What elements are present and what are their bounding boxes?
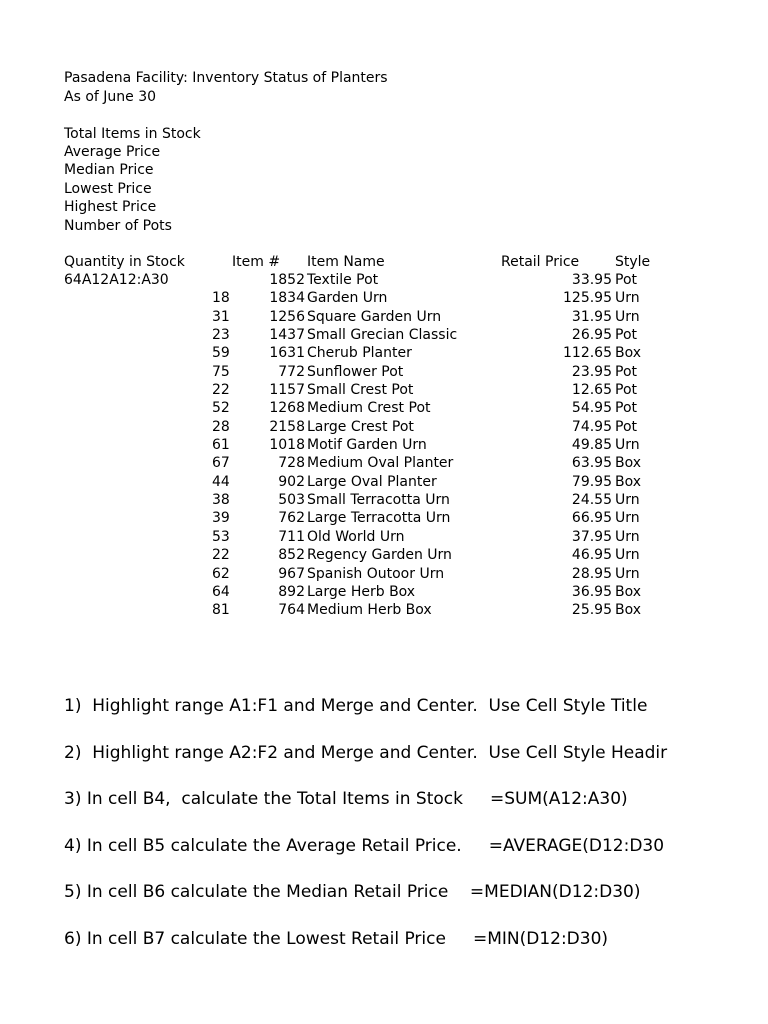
cell-item-name: Old World Urn <box>307 528 405 545</box>
cell-item-number: 762 <box>278 510 305 527</box>
cell-item-name: Small Terracotta Urn <box>307 492 450 509</box>
table-row <box>0 399 768 417</box>
cell-quantity: 67 <box>212 455 230 472</box>
table-row <box>0 565 768 583</box>
cell-style: Pot <box>615 272 637 288</box>
instruction-5: 5) In cell B6 calculate the Median Retail Price =MEDIAN(D12:D30) <box>64 882 641 902</box>
cell-quantity: 31 <box>212 308 230 325</box>
cell-retail-price: 49.85 <box>571 437 612 454</box>
instruction-6: 6) In cell B7 calculate the Lowest Retail Price =MIN(D12:D30) <box>64 928 609 949</box>
cell-item-number: 1852 <box>269 272 305 288</box>
cell-item-number: 711 <box>278 528 305 545</box>
summary-label-lowest-price: Lowest Price <box>64 181 152 197</box>
cell-retail-price: 74.95 <box>571 418 612 435</box>
summary-label-average-price: Average Price <box>64 144 161 160</box>
cell-item-name: Large Oval Planter <box>307 473 437 490</box>
cell-style: Box <box>615 583 642 600</box>
cell-retail-price: 37.95 <box>571 528 612 545</box>
summary-label-highest-price: Highest Price <box>64 199 157 215</box>
table-row <box>0 491 768 509</box>
instruction-3: 3) In cell B4, calculate the Total Items in Stock =SUM(A12:A30) <box>64 789 628 809</box>
cell-item-name: Motif Garden Urn <box>307 437 427 454</box>
header-item-name: Item Name <box>307 254 385 270</box>
date-line: As of June 30 <box>64 89 157 105</box>
cell-retail-price: 25.95 <box>571 602 612 619</box>
cell-retail-price: 26.95 <box>571 327 612 344</box>
header-retail-price: Retail Price <box>501 254 580 270</box>
cell-retail-price: 54.95 <box>571 400 612 417</box>
cell-item-number: 902 <box>278 473 305 490</box>
cell-item-number: 728 <box>278 455 305 472</box>
cell-item-number: 892 <box>278 583 305 600</box>
cell-retail-price: 28.95 <box>571 565 612 582</box>
table-row <box>0 381 768 399</box>
cell-style: Box <box>615 602 642 619</box>
cell-item-number: 1834 <box>269 290 305 307</box>
cell-quantity: 52 <box>212 400 230 417</box>
cell-quantity: 62 <box>212 565 230 582</box>
cell-style: Urn <box>615 565 640 582</box>
table-row <box>0 289 768 307</box>
summary-label-number-of-pots: Number of Pots <box>64 218 172 234</box>
cell-quantity: 64A12A12:A30 <box>64 272 169 288</box>
cell-retail-price: 63.95 <box>571 455 612 472</box>
cell-quantity: 64 <box>212 583 230 600</box>
cell-style: Pot <box>615 382 637 399</box>
table-row <box>0 436 768 454</box>
cell-item-number: 1268 <box>269 400 305 417</box>
table-row <box>0 344 768 362</box>
header-style: Style <box>615 254 651 270</box>
cell-quantity: 81 <box>212 602 230 619</box>
cell-retail-price: 36.95 <box>571 583 612 600</box>
inventory-table <box>0 271 768 620</box>
cell-retail-price: 12.65 <box>571 382 612 399</box>
cell-item-number: 1018 <box>269 437 305 454</box>
instruction-2: 2) Highlight range A2:F2 and Merge and Center. Use Cell Style Headir <box>64 742 668 763</box>
cell-style: Pot <box>615 418 637 435</box>
cell-retail-price: 125.95 <box>563 290 612 307</box>
cell-quantity: 28 <box>212 418 230 435</box>
cell-item-name: Regency Garden Urn <box>307 547 452 564</box>
cell-item-name: Small Grecian Classic <box>307 327 458 344</box>
cell-item-name: Large Terracotta Urn <box>307 510 451 527</box>
cell-style: Urn <box>615 528 640 545</box>
cell-quantity: 22 <box>212 547 230 564</box>
cell-quantity: 61 <box>212 437 230 454</box>
cell-retail-price: 66.95 <box>571 510 612 527</box>
table-row <box>0 509 768 527</box>
cell-quantity: 22 <box>212 382 230 399</box>
table-row <box>0 326 768 344</box>
cell-quantity: 44 <box>212 473 230 490</box>
cell-item-number: 1437 <box>269 327 305 344</box>
cell-item-name: Garden Urn <box>307 290 388 307</box>
table-row <box>0 308 768 326</box>
table-row <box>0 528 768 546</box>
cell-item-name: Medium Crest Pot <box>307 400 431 417</box>
table-row <box>0 418 768 436</box>
cell-style: Pot <box>615 327 637 344</box>
cell-item-name: Large Herb Box <box>307 583 416 600</box>
cell-retail-price: 79.95 <box>571 473 612 490</box>
cell-style: Box <box>615 455 642 472</box>
cell-item-name: Textile Pot <box>307 272 379 288</box>
cell-item-name: Square Garden Urn <box>307 308 442 325</box>
cell-style: Urn <box>615 492 640 509</box>
cell-item-name: Large Crest Pot <box>307 418 414 435</box>
cell-style: Urn <box>615 290 640 307</box>
table-row <box>0 583 768 601</box>
table-row <box>0 363 768 381</box>
table-row <box>0 473 768 491</box>
cell-style: Urn <box>615 437 640 454</box>
table-row <box>0 601 768 619</box>
cell-item-name: Sunflower Pot <box>307 363 404 380</box>
cell-item-number: 852 <box>278 547 305 564</box>
table-row <box>0 546 768 564</box>
document-title: Pasadena Facility: Inventory Status of Planters <box>64 70 388 86</box>
cell-item-number: 1256 <box>269 308 305 325</box>
summary-label-median-price: Median Price <box>64 162 154 178</box>
cell-retail-price: 33.95 <box>571 272 612 288</box>
cell-quantity: 53 <box>212 528 230 545</box>
cell-style: Box <box>615 473 642 490</box>
instruction-1: 1) Highlight range A1:F1 and Merge and Center. Use Cell Style Title <box>64 696 648 716</box>
cell-item-name: Cherub Planter <box>307 345 412 362</box>
cell-item-number: 967 <box>278 565 305 582</box>
cell-item-number: 764 <box>278 602 305 619</box>
header-item-number: Item # <box>232 254 281 270</box>
cell-retail-price: 24.55 <box>571 492 612 509</box>
cell-item-number: 1631 <box>269 345 305 362</box>
cell-item-number: 772 <box>278 363 305 380</box>
cell-quantity: 39 <box>212 510 230 527</box>
cell-style: Urn <box>615 308 640 325</box>
cell-quantity: 23 <box>212 327 230 344</box>
cell-item-name: Spanish Outoor Urn <box>307 565 445 582</box>
cell-retail-price: 23.95 <box>571 363 612 380</box>
header-quantity: Quantity in Stock <box>64 254 185 270</box>
cell-style: Pot <box>615 400 637 417</box>
cell-item-number: 2158 <box>269 418 305 435</box>
cell-style: Box <box>615 345 642 362</box>
cell-retail-price: 112.65 <box>563 345 612 362</box>
cell-quantity: 75 <box>212 363 230 380</box>
cell-style: Pot <box>615 363 637 380</box>
instruction-4: 4) In cell B5 calculate the Average Retail Price. =AVERAGE(D12:D30 <box>64 835 665 856</box>
cell-quantity: 59 <box>212 345 230 362</box>
summary-label-total-items: Total Items in Stock <box>64 126 201 142</box>
cell-style: Urn <box>615 547 640 564</box>
cell-style: Urn <box>615 510 640 527</box>
table-row <box>0 454 768 472</box>
cell-item-name: Medium Oval Planter <box>307 455 454 472</box>
cell-item-name: Small Crest Pot <box>307 382 414 399</box>
instruction-list <box>64 695 688 974</box>
cell-quantity: 38 <box>212 492 230 509</box>
table-row <box>0 271 768 289</box>
cell-retail-price: 31.95 <box>571 308 612 325</box>
cell-quantity: 18 <box>212 290 230 307</box>
cell-item-number: 1157 <box>269 382 305 399</box>
cell-item-name: Medium Herb Box <box>307 602 432 619</box>
cell-retail-price: 46.95 <box>571 547 612 564</box>
cell-item-number: 503 <box>278 492 305 509</box>
